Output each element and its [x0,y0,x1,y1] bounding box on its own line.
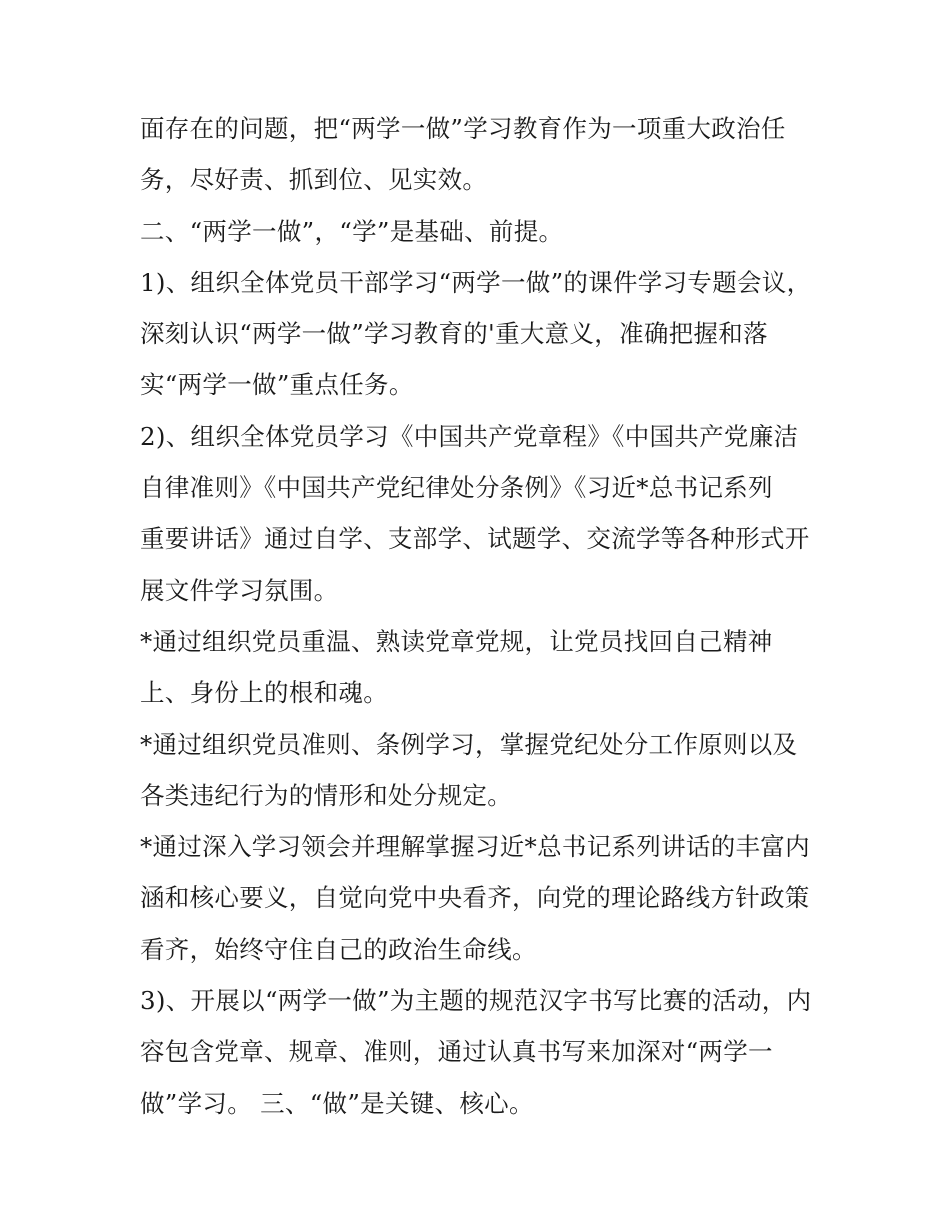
text-line: 展文件学习氛围。 [140,575,339,605]
text-line: 上、身份上的根和魂。 [140,678,388,708]
text-line: 看齐，始终守住自己的政治生命线。 [140,934,537,964]
text-line: 自律准则》《中国共产党纪律处分条例》《习近*总书记系列 [140,473,773,503]
text-line: 重要讲话》通过自学、支部学、试题学、交流学等各种形式开 [140,524,810,554]
text-line: 面存在的问题，把“两学一做”学习教育作为一项重大政治任 [140,114,786,143]
text-line: 3)、开展以“两学一做”为主题的规范汉字书写比赛的活动，内 [140,986,812,1016]
text-line: *通过深入学习领会并理解掌握习近*总书记系列讲话的丰富内 [140,832,810,862]
text-line: 实“两学一做”重点任务。 [140,370,414,400]
text-line: 务，尽好责、抓到位、见实效。 [140,165,488,195]
text-line: 做”学习。 三、“做”是关键、核心。 [140,1088,534,1118]
text-line: 各类违纪行为的情形和处分规定。 [140,780,512,810]
text-line: 1)、组织全体党员干部学习“两学一做”的课件学习专题会议， [140,267,812,297]
document-body [140,103,840,1129]
text-line: 涵和核心要义，自觉向党中央看齐，向党的理论路线方针政策 [140,883,810,913]
text-line: 容包含党章、规章、准则，通过认真书写来加深对“两学一 [140,1037,773,1067]
text-line: 深刻认识“两学一做”学习教育的'重大意义，准确把握和落 [140,319,768,349]
text-line: 2)、组织全体党员学习《中国共产党章程》《中国共产党廉洁 [140,421,799,451]
section-heading: 二、“两学一做”，“学”是基础、前提。 [140,216,564,246]
text-line: *通过组织党员重温、熟读党章党规，让党员找回自己精神 [140,626,773,656]
text-line: *通过组织党员准则、条例学习，掌握党纪处分工作原则以及 [140,729,798,759]
